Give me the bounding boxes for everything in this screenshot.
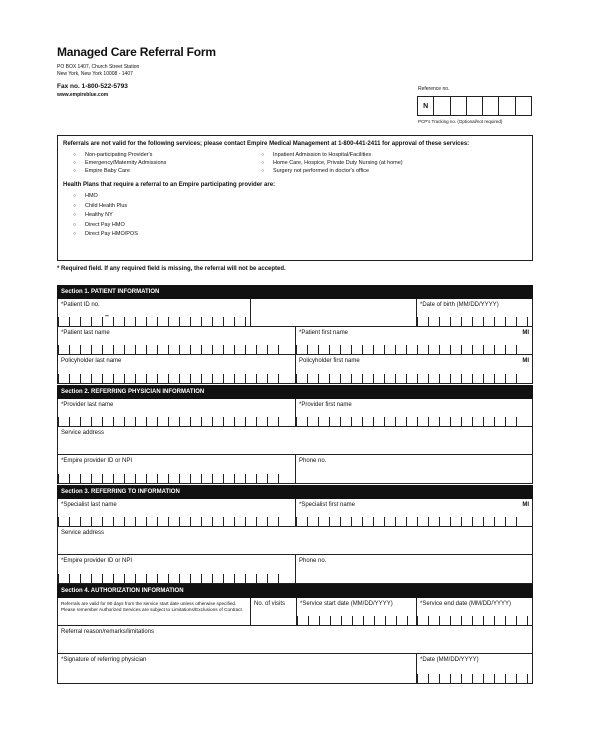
policyholder-first-name-field[interactable] — [295, 355, 532, 383]
policyholder-first-name-label: Policyholder first name — [299, 358, 360, 364]
first-name-boxes — [296, 345, 527, 354]
specialist-first-boxes — [296, 517, 527, 526]
section-4-header: Section 4. AUTHORIZATION INFORMATION — [57, 584, 533, 598]
provider-last-name-label: *Provider last name — [61, 402, 114, 408]
patient-first-name-label: *Patient first name — [299, 330, 349, 336]
service-address-label: Service address — [61, 430, 105, 436]
specialist-name-row — [57, 499, 533, 527]
list-item: ○ Direct Pay HMO — [63, 221, 527, 231]
end-date-boxes — [417, 616, 538, 625]
specialist-id-label: *Empire provider ID or NPI — [61, 558, 133, 564]
list-item: ○ Direct Pay HMO/POS — [63, 230, 527, 240]
referral-reason-label: Referral reason/remarks/limitations — [61, 629, 155, 635]
policyholder-last-name-field[interactable] — [58, 355, 295, 383]
patient-last-name-field[interactable] — [58, 327, 295, 354]
reference-digit[interactable] — [467, 97, 483, 115]
pcp-tracking-label: PCP's Tracking no. (Optional/not required) — [418, 119, 503, 124]
form-title: Managed Care Referral Form — [57, 45, 216, 59]
reference-digit[interactable] — [451, 97, 467, 115]
validity-note: Referrals are valid for 90 days from the service start date unless otherwise specified. Please remember Authorized Services are subject to Limitations/Exclusions of Contract. — [61, 601, 244, 612]
section-1-header: Section 1. PATIENT INFORMATION — [57, 285, 533, 299]
policyholder-last-name-label: Policyholder last name — [61, 358, 122, 364]
list-item: ○ Non-participating Provider's — [63, 151, 251, 159]
list-item: ○ HMO — [63, 192, 527, 202]
validity-note-cell — [58, 598, 250, 625]
provider-id-boxes — [58, 474, 289, 483]
reference-prefix: N — [418, 97, 434, 115]
patient-name-row — [57, 327, 533, 355]
fax-number: Fax no. 1-800-522-5793 — [57, 83, 128, 90]
referral-notice-box — [57, 135, 533, 261]
health-plans-list — [63, 192, 527, 240]
specialist-last-name-field[interactable] — [58, 499, 295, 526]
service-address-label: Service address — [61, 530, 105, 536]
provider-id-row — [57, 455, 533, 484]
signature-date-boxes — [417, 674, 538, 683]
required-field-note: * Required field. If any required field is missing, the referral will not be accepted. — [57, 266, 286, 272]
excluded-services-right — [251, 151, 403, 175]
service-end-field[interactable] — [416, 598, 532, 625]
mi-label: MI — [522, 502, 529, 508]
specialist-last-boxes — [58, 517, 289, 526]
id-dash: – — [105, 313, 109, 320]
phone-label: Phone no. — [299, 458, 327, 464]
authorization-row — [57, 598, 533, 626]
referral-reason-row[interactable] — [57, 626, 533, 654]
patient-id-field[interactable] — [58, 299, 250, 326]
specialist-first-name-label: *Specialist first name — [299, 502, 356, 508]
health-plans-heading: Health Plans that require a referral to an Empire participating provider are: — [63, 182, 276, 188]
address-line-1: PO BOX 1407, Church Street Station — [57, 64, 140, 70]
provider-last-boxes — [58, 417, 289, 426]
list-item: ○ Healthy NY — [63, 211, 527, 221]
address-line-2: New York, New York 10008 - 1407 — [57, 71, 133, 77]
service-end-label: *Service end date (MM/DD/YYYY) — [420, 601, 512, 607]
provider-first-name-field[interactable] — [295, 399, 532, 426]
mi-label: MI — [522, 358, 529, 364]
specialist-id-boxes — [58, 574, 289, 583]
policy-last-boxes — [58, 374, 289, 383]
patient-last-name-label: *Patient last name — [61, 330, 110, 336]
patient-first-name-field[interactable] — [295, 327, 532, 354]
reference-digit[interactable] — [499, 97, 515, 115]
list-item: ○ Child Health Plus — [63, 202, 527, 212]
list-item: ○ Emergency/Maternity Admissions — [63, 159, 251, 167]
reference-digit[interactable] — [516, 97, 531, 115]
dob-boxes — [417, 317, 538, 326]
signature-date-field[interactable] — [416, 654, 532, 683]
list-item: ○ Empire Baby Care — [63, 167, 251, 175]
signature-row — [57, 654, 533, 684]
section-3-header: Section 3. REFERRING TO INFORMATION — [57, 485, 533, 499]
provider-id-field[interactable] — [58, 455, 295, 483]
section-2-header: Section 2. REFERRING PHYSICIAN INFORMATION — [57, 385, 533, 399]
patient-id-boxes — [58, 317, 256, 326]
phone-label: Phone no. — [299, 558, 327, 564]
visits-field[interactable] — [250, 598, 296, 625]
reference-number-field[interactable] — [417, 96, 532, 116]
provider-last-name-field[interactable] — [58, 399, 295, 426]
specialist-phone-field[interactable] — [295, 555, 532, 583]
reference-digit[interactable] — [434, 97, 450, 115]
start-date-boxes — [297, 616, 418, 625]
last-name-boxes — [58, 345, 289, 354]
signature-field[interactable] — [58, 654, 416, 683]
provider-name-row — [57, 399, 533, 427]
phone-field[interactable] — [295, 455, 532, 483]
reference-label: Reference no. — [418, 86, 450, 92]
provider-first-name-label: *Provider first name — [299, 402, 352, 408]
list-item: ○ Surgery not performed in doctor's office — [251, 167, 403, 175]
patient-id-row — [57, 299, 533, 327]
blank-field — [250, 299, 416, 326]
specialist-id-row — [57, 555, 533, 584]
mi-label: MI — [522, 330, 529, 336]
provider-id-label: *Empire provider ID or NPI — [61, 458, 133, 464]
provider-first-boxes — [296, 417, 527, 426]
excluded-services — [63, 151, 527, 175]
policyholder-row — [57, 355, 533, 384]
service-start-label: *Service start date (MM/DD/YYYY) — [300, 601, 393, 607]
service-start-field[interactable] — [296, 598, 416, 625]
visits-label: No. of visits — [254, 601, 286, 607]
signature-date-label: *Date (MM/DD/YYYY) — [420, 657, 479, 663]
mailing-address — [57, 64, 139, 78]
patient-id-label: *Patient ID no. — [61, 302, 100, 308]
signature-label: *Signature of referring physician — [61, 657, 147, 663]
service-address-row[interactable] — [57, 427, 533, 455]
notice-heading: Referrals are not valid for the following services; please contact Empire Medical Management at 1-800-441-2411 for approval of these services: — [63, 141, 470, 147]
list-item: ○ Home Care, Hospice, Private Duty Nursing (at home) — [251, 159, 403, 167]
specialist-last-name-label: *Specialist last name — [61, 502, 117, 508]
specialist-id-field[interactable] — [58, 555, 295, 583]
policy-first-boxes — [296, 374, 527, 383]
website: www.empireblue.com — [57, 92, 109, 98]
specialist-address-row[interactable] — [57, 527, 533, 555]
dob-label: *Date of birth (MM/DD/YYYY) — [420, 302, 499, 308]
list-item: ○ Inpatient Admission to Hospital/Facilities — [251, 151, 403, 159]
specialist-first-name-field[interactable] — [295, 499, 532, 526]
reference-digit[interactable] — [483, 97, 499, 115]
excluded-services-left — [63, 151, 251, 175]
dob-field[interactable] — [416, 299, 532, 326]
